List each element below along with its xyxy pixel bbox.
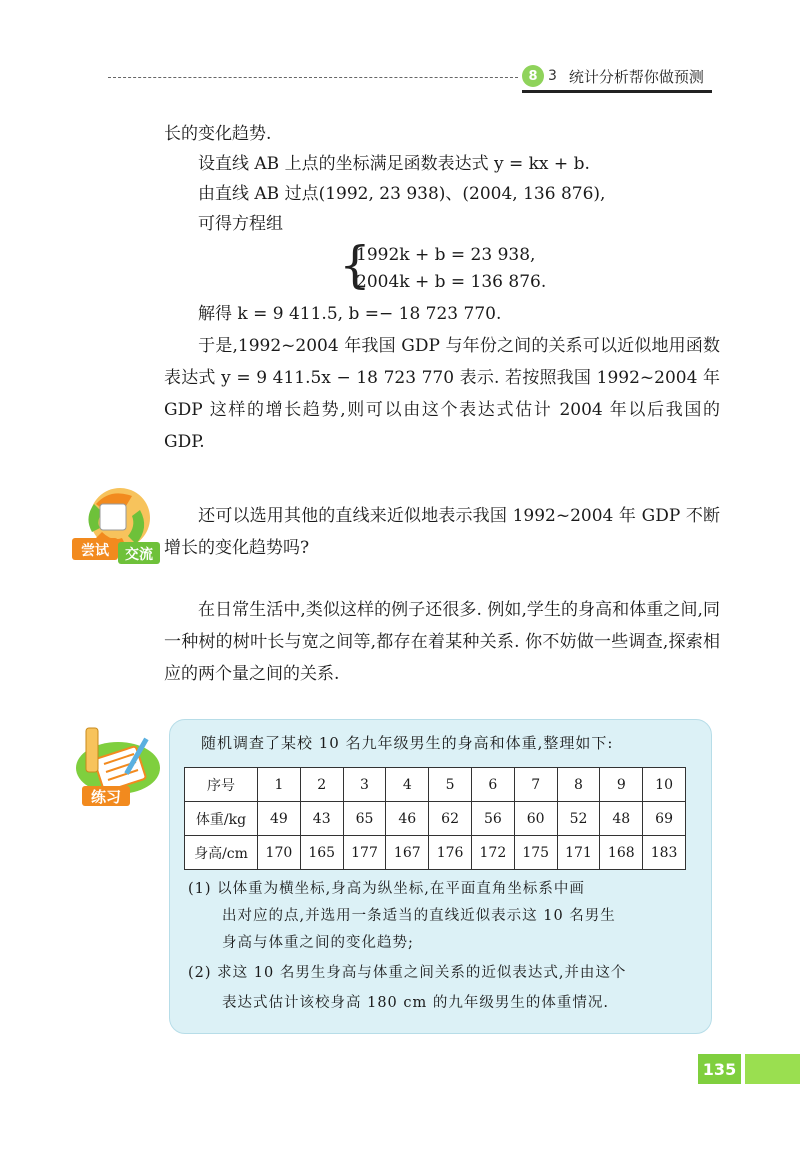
table-cell: 43 bbox=[300, 802, 343, 836]
question-1-line-2: 出对应的点,并选用一条适当的直线近似表示这 10 名男生 bbox=[222, 908, 616, 924]
gdp-paragraph-text: 于是,1992~2004 年我国 GDP 与年份之间的关系可以近似地用函数表达式 y = 9 411.5x − 18 723 770 表示. 若按照我国 1992~2004 年 GDP 这样的增长趋势,则可以由这个表达式估计 2004 年以后我国的 GDP. bbox=[164, 336, 720, 452]
equation-1: 1992k + b = 23 938, bbox=[356, 245, 536, 265]
table-cell: 46 bbox=[386, 802, 429, 836]
table-cell: 60 bbox=[514, 802, 557, 836]
equation-2: 2004k + b = 136 876. bbox=[356, 272, 547, 292]
table-cell: 4 bbox=[386, 768, 429, 802]
gdp-paragraph bbox=[164, 330, 720, 458]
table-cell: 171 bbox=[557, 836, 600, 870]
try-icon-label-1: 尝试 bbox=[81, 543, 109, 559]
try-question-text: 还可以选用其他的直线来近似地表示我国 1992~2004 年 GDP 不断增长的变化趋势吗? bbox=[164, 506, 720, 558]
table-cell: 62 bbox=[429, 802, 472, 836]
table-cell: 69 bbox=[643, 802, 686, 836]
table-cell: 177 bbox=[343, 836, 386, 870]
question-1-line-3: 身高与体重之间的变化趋势; bbox=[222, 935, 414, 951]
table-cell: 5 bbox=[429, 768, 472, 802]
question-2-line-2: 表达式估计该校身高 180 cm 的九年级男生的体重情况. bbox=[222, 995, 609, 1011]
body-line-2: 设直线 AB 上点的坐标满足函数表达式 y = kx + b. bbox=[198, 154, 590, 174]
table-header-cell: 体重/kg bbox=[185, 802, 258, 836]
table-cell: 2 bbox=[300, 768, 343, 802]
section-number: 3 bbox=[548, 68, 557, 84]
table-cell: 56 bbox=[471, 802, 514, 836]
table-header-cell: 身高/cm bbox=[185, 836, 258, 870]
table-cell: 49 bbox=[258, 802, 301, 836]
solution-line: 解得 k = 9 411.5, b =− 18 723 770. bbox=[198, 304, 502, 324]
equation-brace: { bbox=[339, 236, 371, 294]
daily-life-text: 在日常生活中,类似这样的例子还很多. 例如,学生的身高和体重之间,同一种树的树叶长与宽之间等,都存在着某种关系. 你不妨做一些调查,探索相应的两个量之间的关系. bbox=[164, 600, 720, 684]
page-number: 135 bbox=[698, 1054, 741, 1084]
try-icon-label-2: 交流 bbox=[125, 547, 153, 563]
table-cell: 175 bbox=[514, 836, 557, 870]
table-cell: 183 bbox=[643, 836, 686, 870]
table-cell: 8 bbox=[557, 768, 600, 802]
section-title: 统计分析帮你做预测 bbox=[568, 67, 704, 86]
table-cell: 176 bbox=[429, 836, 472, 870]
table-cell: 9 bbox=[600, 768, 643, 802]
table-cell: 65 bbox=[343, 802, 386, 836]
table-cell: 52 bbox=[557, 802, 600, 836]
table-cell: 7 bbox=[514, 768, 557, 802]
body-line-1: 长的变化趋势. bbox=[164, 124, 272, 144]
section-header bbox=[522, 62, 712, 93]
table-cell: 6 bbox=[471, 768, 514, 802]
table-cell: 168 bbox=[600, 836, 643, 870]
height-weight-table bbox=[184, 767, 686, 870]
table-cell: 3 bbox=[343, 768, 386, 802]
question-2-line-1: (2) 求这 10 名男生身高与体重之间关系的近似表达式,并由这个 bbox=[188, 965, 627, 981]
header-dashed-rule bbox=[108, 77, 518, 78]
table-row-weight bbox=[185, 802, 686, 836]
body-line-3: 由直线 AB 过点(1992, 23 938)、(2004, 136 876), bbox=[198, 184, 606, 204]
body-line-4: 可得方程组 bbox=[198, 214, 283, 234]
table-cell: 165 bbox=[300, 836, 343, 870]
table-cell: 167 bbox=[386, 836, 429, 870]
table-cell: 48 bbox=[600, 802, 643, 836]
practice-icon-label: 练习 bbox=[90, 788, 122, 806]
daily-life-paragraph bbox=[164, 594, 720, 690]
table-cell: 1 bbox=[258, 768, 301, 802]
page-number-bar bbox=[745, 1054, 800, 1084]
table-cell: 172 bbox=[471, 836, 514, 870]
table-row-height bbox=[185, 836, 686, 870]
try-and-communicate-icon bbox=[70, 482, 162, 568]
exercise-intro: 随机调查了某校 10 名九年级男生的身高和体重,整理如下: bbox=[201, 734, 614, 752]
table-cell: 170 bbox=[258, 836, 301, 870]
try-question bbox=[164, 500, 720, 564]
table-cell: 10 bbox=[643, 768, 686, 802]
question-1-line-1: (1) 以体重为横坐标,身高为纵坐标,在平面直角坐标系中画 bbox=[188, 881, 585, 897]
practice-icon bbox=[72, 722, 162, 808]
table-header-cell: 序号 bbox=[185, 768, 258, 802]
table-row-index bbox=[185, 768, 686, 802]
chapter-number-badge: 8 bbox=[522, 65, 544, 87]
